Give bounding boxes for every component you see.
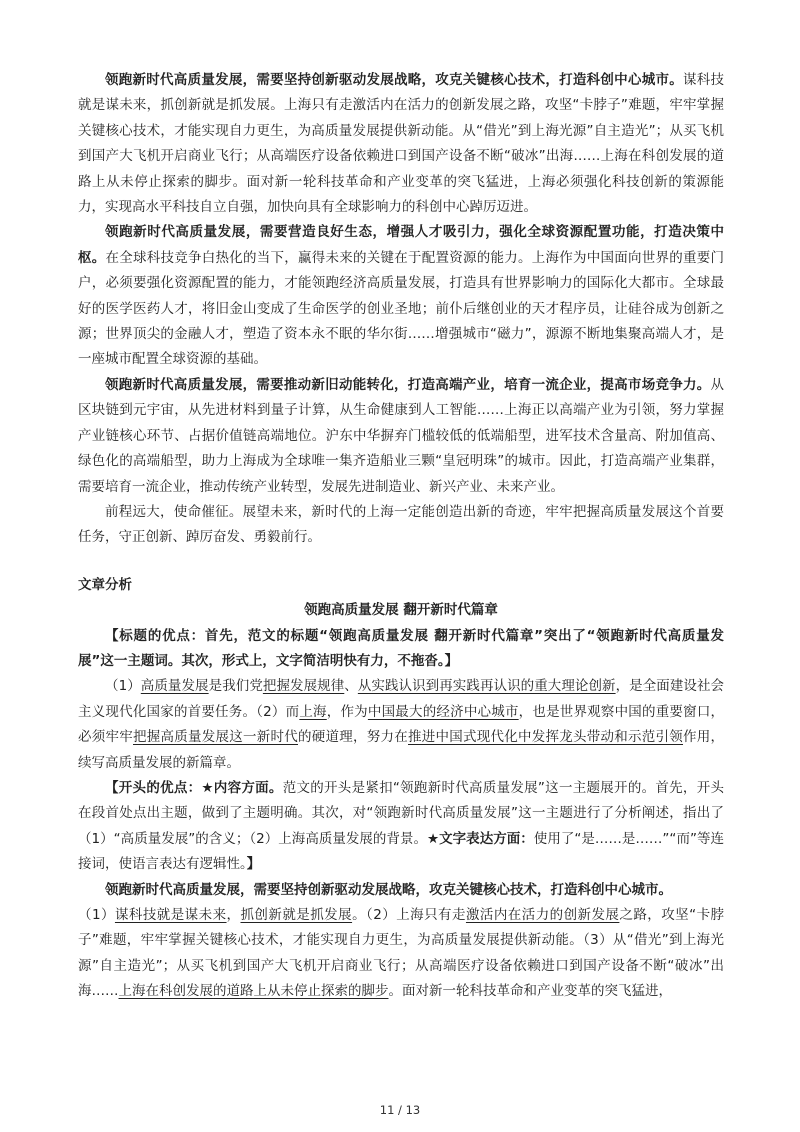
text-run: 。（2）上海只有走 <box>352 907 466 923</box>
underlined-phrase: 谋科技就是谋未来 <box>114 907 227 923</box>
repeat-heading: 领跑新时代高质量发展，需要坚持创新驱动发展战略，攻克关键核心技术，打造科创中心城市。 <box>105 881 672 898</box>
text-run: 作用，续写高质量发展的新篇章。 <box>78 729 724 771</box>
text-run: ，也是世界观察中国的重要窗口，必须牢牢 <box>78 703 725 746</box>
underlined-phrase: 从实践认识到再实践再认识的重大理论创新 <box>357 678 616 695</box>
note-text: 使用了“是……是……”“而”等连接词，使语言表达有逻辑性。 <box>78 830 725 873</box>
note-label: 【开头的优点：★内容方面。 <box>105 779 283 796</box>
page-number: 11 / 13 <box>379 1103 421 1117</box>
text-run: 、 <box>344 678 358 695</box>
document-page <box>78 68 724 1005</box>
text-run: （1） <box>105 678 141 695</box>
text-run: 的硬道理，努力在 <box>298 729 408 746</box>
analysis-paragraph-1 <box>78 674 724 776</box>
text-run: 。面对新一轮科技革命和产业变革的突飞猛进， <box>388 983 672 1000</box>
paragraph-text: 在全球科技竞争白热化的当下，赢得未来的关键在于配置资源的能力。上海作为中国面向世界的重要门户，必须要强化资源配置的能力，才能领跑经济高质量发展，打造具有世界影响力的国际化大都市。全球最好的医学医药人才，将旧金山变成了生命医学的创业圣地；前仆后继创业的天才程序员，让硅谷成为创新之源；世界顶尖的金融人才，塑造了资本永不眠的华尔街……增强城市“磁力”，源源不断地集聚高端人才，是一座城市配置全球资源的基础。 <box>78 249 724 368</box>
paragraph-heading: 领跑新时代高质量发展，需要推动新旧动能转化，打造高端产业，培育一流企业，提高市场竞争力。 <box>105 376 711 393</box>
title-advantage-note: 【标题的优点：首先，范文的标题“领跑高质量发展 翻开新时代篇章”突出了“领跑新时代高质量发展”这一主题词。其次，形式上，文字简洁明快有力，不拖沓。】 <box>78 627 724 669</box>
section-title: 文章分析 <box>78 576 132 593</box>
opening-advantage-note <box>78 776 724 878</box>
text-run: ，是全面建设社会主义现代化国家的首要任务。（2）而 <box>78 678 725 720</box>
paragraph-conclusion <box>78 500 724 551</box>
underlined-phrase: 推进中国式现代化中发挥龙头带动和示范引领 <box>408 729 683 746</box>
text-run: 之路，攻坚“卡脖子”难题，牢牢掌握关键核心技术，才能实现自力更生，为高质量发展提供新动能。（3）从“借光”到上海光源”自主造光”；从买飞机到国产大飞机开启商业飞行；从高端医疗设备依赖进口到国产设备不断“破冰”出海…… <box>78 907 725 1000</box>
text-run: ，作为 <box>326 703 368 720</box>
underlined-phrase: 中国最大的经济中心城市 <box>367 703 519 720</box>
paragraph-text: 从区块链到元宇宙，从先进材料到量子计算，从生命健康到人工智能……上海正以高端产业为引领，努力掌握产业链核心环节、占据价值链高端地位。沪东中华摒弃门槛较低的低端船型，进军技术含量高、附加值高、绿色化的高端船型，助力上海成为全球唯一集齐造船业三颗“皇冠明珠”的城市。因此，打造高端产业集群，需要培育一流企业，推动传统产业转型，发展先进制造业、新兴产业、未来产业。 <box>78 376 724 495</box>
paragraph-innovation <box>78 68 724 220</box>
underlined-phrase: 抓创新就是抓发展 <box>240 907 353 923</box>
underlined-phrase: 上海在科创发展的道路上从未停止探索的脚步 <box>118 983 389 1000</box>
text-run: ， <box>226 907 241 923</box>
paragraph-heading: 领跑新时代高质量发展，需要营造良好生态，增强人才吸引力，强化全球资源配置功能，打造决策中枢。 <box>78 224 724 266</box>
underlined-phrase: 上海 <box>299 703 327 720</box>
note-text: 范文的开头是紧扣“领跑新时代高质量发展”这一主题展开的。首先，开头在段首处点出主题，做到了主题明确。其次，对“领跑新时代高质量发展”这一主题进行了分析阐述，指出了（1）“高质量发展”的含义；（2）上海高质量发展的背景。 <box>78 779 724 847</box>
text-run: 是我们党 <box>208 678 263 695</box>
note-label: ★文字表达方面： <box>427 830 534 847</box>
paragraph-talent <box>78 220 724 372</box>
underlined-phrase: 把握发展规律 <box>262 678 345 695</box>
paragraph-text: 谋科技就是谋未来，抓创新就是抓发展。上海只有走激活内在活力的创新发展之路，攻坚“卡脖子”难题，牢牢掌握关键核心技术，才能实现自力更生，为高质量发展提供新动能。从“借光”到上海光源”自主造光”；从买飞机到国产大飞机开启商业飞行；从高端医疗设备依赖进口到国产设备不断“破冰”出海……上海在科创发展的道路上从未停止探索的脚步。面对新一轮科技革命和产业变革的突飞猛进，上海必须强化科技创新的策源能力，实现高水平科技自立自强，加快向具有全球影响力的科创中心踔厉迈进。 <box>78 72 725 216</box>
paragraph-industry <box>78 373 724 500</box>
text-run: （1） <box>78 907 115 923</box>
underlined-phrase: 激活内在活力的创新发展 <box>465 907 620 923</box>
paragraph-text: 前程远大，使命催征。展望未来，新时代的上海一定能创造出新的奇迹，牢牢把握高质量发展这个首要任务，守正创新、踔厉奋发、勇毅前行。 <box>78 503 724 546</box>
note-bracket: 】 <box>246 856 261 873</box>
underlined-phrase: 把握高质量发展这一新时代 <box>133 729 298 746</box>
paragraph-heading: 领跑新时代高质量发展，需要坚持创新驱动发展战略，攻克关键核心技术，打造科创中心城市。 <box>105 72 683 88</box>
analysis-paragraph-2 <box>78 903 724 1005</box>
underlined-phrase: 高质量发展 <box>140 678 209 695</box>
essay-title: 领跑高质量发展 翻开新时代篇章 <box>304 602 498 619</box>
